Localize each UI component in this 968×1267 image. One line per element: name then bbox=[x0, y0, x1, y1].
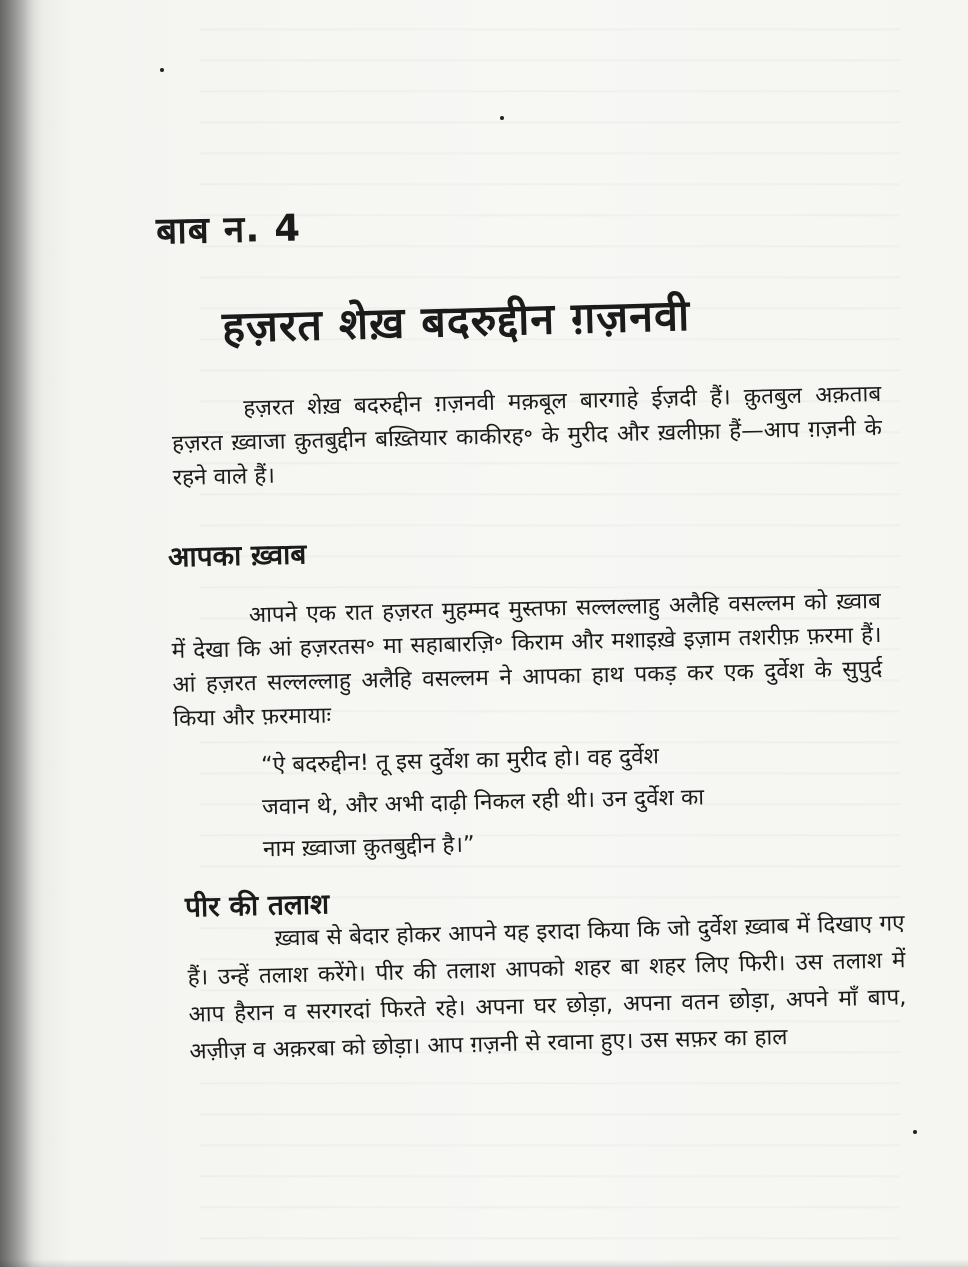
search-paragraph: ख़्वाब से बेदार होकर आपने यह इरादा किया कि जो दुर्वेश ख़्वाब में दिखाए गए हैं। उन्हें तलाश करेंगे। पीर की तलाश आपको शहर बा शहर लिए फिरी। उस तलाश में आप हैरान व सरगरदां फिरते रहे। अपना घर छोड़ा, अपना वतन छोड़ा, अपने माँ बाप, अज़ीज़ व अक़रबा को छोड़ा। आप ग़ज़नी से रवाना हुए। उस सफ़र का हाल bbox=[187, 910, 907, 1065]
quote-line: नाम ख़्वाजा क़ुतबुद्दीन है।” bbox=[262, 831, 475, 863]
intro-paragraph: हज़रत शेख़ बदरुद्दीन ग़ज़नवी मक़बूल बारगाहे ईज़दी हैं। क़ुतबुल अक़ताब हज़रत ख़्वाजा क़ुतबुद्दीन बख़्तियार काकीरह॰ के मुरीद और ख़लीफ़ा हैं—आप ग़ज़नी के रहने वाले हैं। bbox=[171, 380, 883, 492]
ink-speck bbox=[500, 116, 504, 120]
ink-speck bbox=[913, 1130, 917, 1134]
section-heading-search: पीर की तलाश bbox=[184, 887, 330, 924]
chapter-number: बाब न. 4 bbox=[155, 206, 302, 253]
page-bottom-edge bbox=[0, 1259, 968, 1267]
dream-quote bbox=[261, 732, 824, 871]
ink-speck bbox=[160, 68, 164, 72]
quote-line: जवान थे, और अभी दाढ़ी निकल रही थी। उन दुर्वेश का bbox=[261, 784, 705, 821]
section-heading-dream: आपका ख़्वाब bbox=[167, 537, 307, 574]
quote-line: “ऐ बदरुद्दीन! तू इस दुर्वेश का मुरीद हो। वह दुर्वेश bbox=[260, 743, 660, 779]
spine-shadow bbox=[0, 0, 42, 1267]
chapter-title: हज़रत शेख़ बदरुद्दीन ग़ज़नवी bbox=[221, 290, 691, 354]
dream-paragraph: आपने एक रात हज़रत मुहम्मद मुस्तफा सल्लल्लाहु अलैहि वसल्लम को ख़्वाब में देखा कि आं हज़रतस॰ मा सहाबारज़ि॰ किराम और मशाइख़े इज़ाम तशरीफ़ फ़रमा हैं। आं हज़रत सल्लल्लाहु अलैहि वसल्लम ने आपका हाथ पकड़ कर एक दुर्वेश के सुपुर्द किया और फ़रमायाः bbox=[171, 587, 883, 733]
